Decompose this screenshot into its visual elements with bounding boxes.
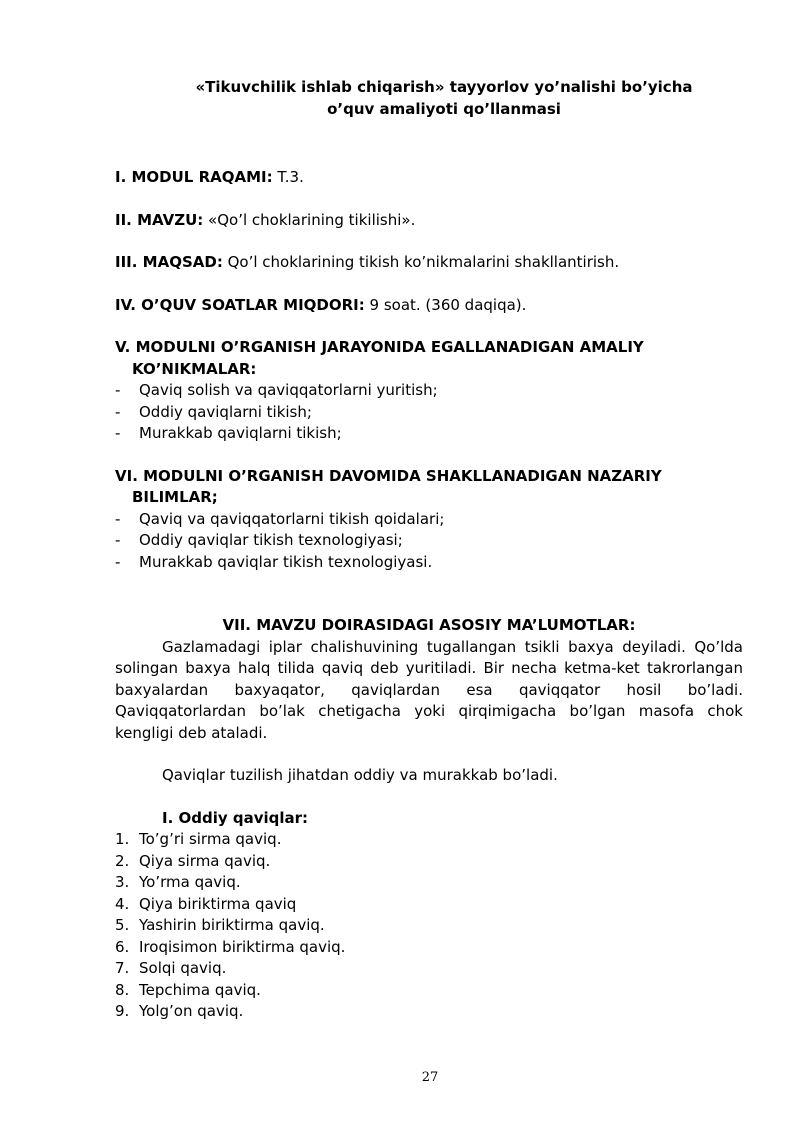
page-number: 27: [421, 1070, 439, 1085]
section-malumotlar-paragraph-1: Gazlamadagi iplar chalishuvining tugallangan tsikli baxya deyiladi. Qo’lda solingan baxya halq tilida qaviq deb yuritiladi. Bir necha ketma-ket takrorlangan baxyalardan baxyaqator, qaviqlardan esa qaviqqator hosil bo’ladi. Qaviqqatorlardan bo’lak chetigacha yoki qirqimigacha bo’lgan masofa chok kengligi deb ataladi.: [115, 637, 743, 742]
list-item: [115, 829, 743, 851]
section-mavzu: [115, 210, 743, 232]
section-soat-label: IV. O’QUV SOATLAR MIQDORI:: [115, 295, 365, 314]
list-item: [115, 937, 743, 959]
list-item-text: Yolg’on qaviq.: [139, 1002, 244, 1020]
list-item: [115, 958, 743, 980]
section-bilimlar: [115, 466, 743, 574]
konikmalar-list: [115, 380, 743, 445]
list-item-text: Tepchima qaviq.: [139, 980, 261, 999]
section-konikmalar-heading-line-1: V. MODULNI O’RGANISH JARAYONIDA EGALLANADIGAN AMALIY: [115, 338, 644, 356]
list-item: [115, 894, 743, 916]
section-konikmalar-heading-line-2: KO’NIKMALAR:: [132, 359, 257, 378]
list-item: - Murakkab qaviqlarni tikish;: [115, 423, 743, 445]
section-oddiy-qaviqlar: [115, 808, 743, 1023]
list-item-number: 3.: [115, 873, 130, 891]
list-item-number: 8.: [115, 980, 130, 999]
title-line-1: «Tikuvchilik ishlab chiqarish» tayyorlov yo’nalishi bo’yicha: [195, 78, 693, 96]
section-malumotlar: [115, 615, 743, 787]
list-item: [115, 851, 743, 873]
list-item-text: Qiya biriktirma qaviq: [139, 894, 297, 913]
list-item-text: Iroqisimon biriktirma qaviq.: [139, 937, 346, 956]
list-item-number: 4.: [115, 894, 130, 913]
section-bilimlar-heading-line-2: BILIMLAR;: [132, 488, 218, 506]
list-item-number: 9.: [115, 1002, 130, 1020]
list-item: [115, 980, 743, 1002]
section-konikmalar: [115, 337, 743, 445]
list-item: [115, 872, 743, 894]
list-item: [115, 915, 743, 937]
oddiy-qaviqlar-list: [115, 829, 743, 1023]
list-item: - Oddiy qaviqlar tikish texnologiyasi;: [115, 530, 743, 552]
document-title: [115, 77, 743, 120]
page-content: [115, 77, 743, 1023]
bilimlar-list: [115, 509, 743, 574]
section-bilimlar-heading: [115, 466, 743, 509]
list-item-number: 2.: [115, 851, 130, 870]
list-item-number: 5.: [115, 916, 130, 934]
title-line-2: o’quv amaliyoti qo’llanmasi: [327, 99, 561, 118]
section-oddiy-heading: I. Oddiy qaviqlar:: [162, 808, 309, 827]
list-item-number: 7.: [115, 959, 130, 977]
section-modul: [115, 167, 743, 189]
section-maqsad-label: III. MAQSAD:: [115, 253, 223, 271]
section-malumotlar-paragraph-2: Qaviqlar tuzilish jihatdan oddiy va murakkab bo’ladi.: [162, 766, 558, 784]
list-item-text: Solqi qaviq.: [139, 959, 227, 977]
section-mavzu-value: «Qo’l choklarining tikilishi».: [203, 210, 416, 229]
list-item-number: 1.: [115, 830, 130, 848]
list-item-text: Yashirin biriktirma qaviq.: [139, 916, 325, 934]
section-mavzu-label: II. MAVZU:: [115, 210, 204, 229]
list-item-number: 6.: [115, 937, 130, 956]
section-modul-value: T.3.: [272, 168, 304, 186]
list-item-text: To’g’ri sirma qaviq.: [139, 830, 282, 848]
section-malumotlar-heading: VII. MAVZU DOIRASIDAGI ASOSIY MA’LUMOTLAR:: [222, 616, 636, 634]
section-soat-value: 9 soat. (360 daqiqa).: [364, 295, 527, 314]
section-maqsad: [115, 252, 743, 274]
list-item: [115, 1001, 743, 1023]
section-bilimlar-heading-line-1: VI. MODULNI O’RGANISH DAVOMIDA SHAKLLANADIGAN NAZARIY: [115, 466, 662, 485]
section-soat: [115, 295, 743, 317]
list-item-text: Yo’rma qaviq.: [139, 873, 241, 891]
section-modul-label: I. MODUL RAQAMI:: [115, 168, 273, 186]
list-item-text: Qiya sirma qaviq.: [139, 851, 271, 870]
list-item: - Murakkab qaviqlar tikish texnologiyasi.: [115, 552, 743, 574]
section-maqsad-value: Qo’l choklarining tikish ko’nikmalarini shakllantirish.: [222, 253, 620, 271]
section-konikmalar-heading: [115, 337, 743, 380]
list-item: - Oddiy qaviqlarni tikish;: [115, 402, 743, 424]
list-item: - Qaviq solish va qaviqqatorlarni yuritish;: [115, 380, 743, 402]
list-item: - Qaviq va qaviqqatorlarni tikish qoidalari;: [115, 509, 743, 531]
